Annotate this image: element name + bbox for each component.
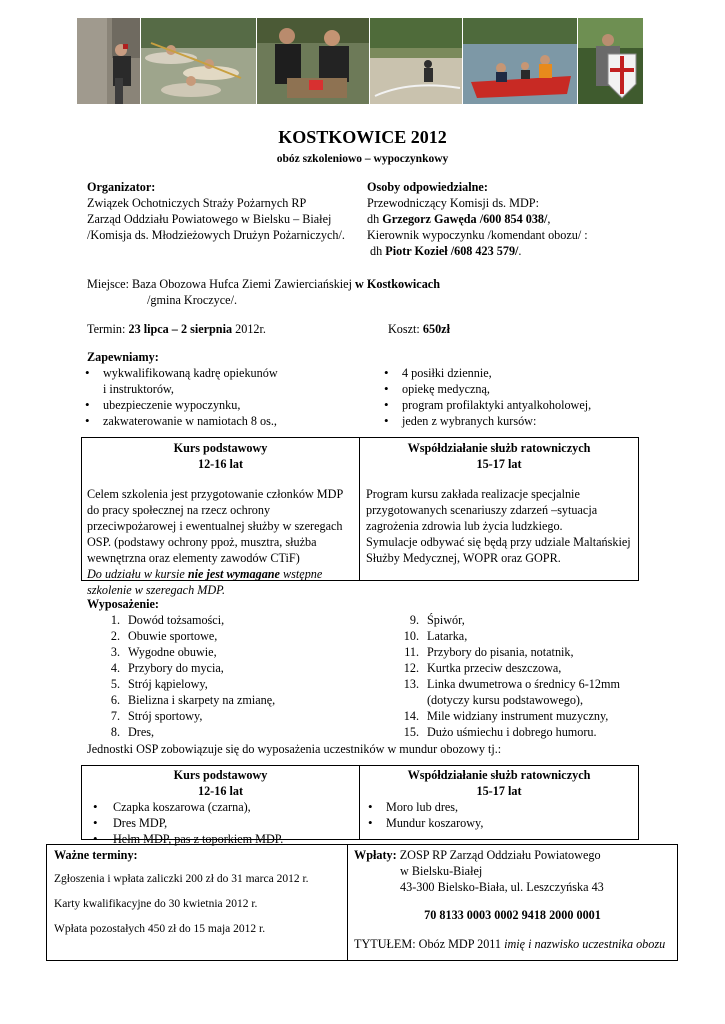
- organizer-heading: Organizator:: [87, 180, 156, 194]
- list-item: • ubezpieczenie wypoczynku,: [81, 397, 361, 413]
- course-age: 12-16 lat: [197, 457, 244, 471]
- location-line: [87, 276, 440, 292]
- kayaking-photo: [141, 18, 256, 104]
- item-number: 8.: [110, 725, 120, 739]
- list-item: [87, 708, 347, 724]
- item-number: 4.: [110, 661, 120, 675]
- cost-label: Koszt:: [388, 322, 423, 336]
- cost-line: [388, 321, 450, 337]
- item-number: 12.: [403, 661, 419, 675]
- note-emphasis: nie jest wymagane: [187, 567, 280, 581]
- responsible-line: [367, 211, 677, 227]
- list-item: • 4 posiłki dziennie,: [380, 365, 700, 381]
- payments-label: Wpłaty:: [354, 848, 397, 862]
- list-item: [386, 708, 686, 724]
- contact-name: Grzegorz Gawęda /600 854 038/: [382, 212, 548, 226]
- responsible-line: Kierownik wypoczynku /komendant obozu/ :: [367, 228, 588, 242]
- list-item: • zakwaterowanie w namiotach 8 os.,: [81, 413, 361, 429]
- list-item: • opiekę medyczną,: [380, 381, 700, 397]
- course-description: Program kursu zakłada realizacje specjalnie przygotowanych scenariuszy zdarzeń –sytuacja zagrożenia zdrowia lub życia ludzkiego. Symulacje odbywać się będą przy udziale Maltańskiej Służby Medycznej, WOPR oraz GOPR.: [366, 487, 631, 565]
- course-age: 15-17 lat: [476, 457, 522, 471]
- course-basic-cell: [82, 438, 360, 597]
- deadlines-cell: [47, 845, 348, 960]
- info-table: [46, 844, 678, 961]
- provide-list-left: [81, 365, 361, 429]
- term-label: Termin:: [87, 322, 129, 336]
- climbing-photo: [77, 18, 140, 104]
- item-text: Latarka,: [427, 629, 468, 643]
- payee-name: ZOSP RP Zarząd Oddziału Powiatowego: [396, 848, 601, 862]
- course-rescue-cell: [360, 438, 638, 580]
- responsible-line: Przewodniczący Komisji ds. MDP:: [367, 196, 539, 210]
- course-title: Współdziałanie służb ratowniczych: [407, 441, 591, 455]
- rescue-boat-photo: [463, 18, 577, 104]
- item-text: Dużo uśmiechu i dobrego humoru.: [427, 725, 597, 739]
- location-text: Miejsce: Baza Obozowa Hufca Ziemi Zawierciańskiej: [87, 277, 356, 291]
- item-text: Strój sportowy,: [128, 709, 203, 723]
- suffix-text: ,: [547, 212, 551, 226]
- equipment-heading: Wyposażenie:: [87, 597, 159, 611]
- list-item: [87, 724, 347, 740]
- list-item: [87, 612, 347, 628]
- course-description: Celem szkolenia jest przygotowanie członków MDP do pracy społecznej na rzecz ochrony przeciwpożarowej i ewentualnej służby w szeregach OSP. (podstawy ochrony ppoż, musztra, służba wewnętrzna oraz elementy zawodów CTiF): [87, 487, 343, 565]
- course-title: Współdziałanie służb ratowniczych: [407, 768, 591, 782]
- item-text: Obuwie sportowe,: [128, 629, 218, 643]
- item-text: Linka dwumetrowa o średnicy 6-12mm: [427, 677, 620, 691]
- item-number: 9.: [409, 613, 419, 627]
- item-number: 13.: [403, 677, 419, 691]
- item-number: 7.: [110, 709, 120, 723]
- item-text: Kurtka przeciw deszczowa,: [427, 661, 562, 675]
- transfer-title-hint: imię i nazwisko uczestnika obozu: [504, 937, 666, 951]
- list-item: [386, 660, 686, 676]
- list-item: • Dres MDP,: [89, 815, 354, 831]
- item-text: (dotyczy kursu podstawowego),: [427, 693, 584, 707]
- responsible-line: [367, 243, 677, 259]
- list-item: [87, 692, 347, 708]
- item-text: Przybory do pisania, notatnik,: [427, 645, 574, 659]
- item-text: Mile widziany instrument muzyczny,: [427, 709, 609, 723]
- page-subtitle: obóz szkoleniowo – wypoczynkowy: [276, 153, 449, 165]
- uniform-list: [89, 799, 354, 847]
- list-item: • Czapka koszarowa (czarna),: [89, 799, 354, 815]
- uniform-rescue-cell: [360, 766, 638, 839]
- uniform-table: [81, 765, 639, 846]
- first-aid-photo: [257, 18, 369, 104]
- term-dates: 23 lipca – 2 sierpnia: [128, 322, 233, 336]
- note-text: wstępne szkolenie w szeregach MDP.: [87, 567, 323, 597]
- course-title: Kurs podstawowy: [173, 441, 268, 455]
- provide-heading: Zapewniamy:: [87, 350, 159, 364]
- term-line: [87, 321, 266, 337]
- deadline-item: Karty kwalifikacyjne do 30 kwietnia 2012 r.: [54, 898, 258, 910]
- transfer-title: [354, 936, 671, 952]
- bank-account: 70 8133 0003 0002 9418 2000 0001: [424, 908, 601, 922]
- payments-line: 43-300 Bielsko-Biała, ul. Leszczyńska 43: [400, 880, 604, 894]
- deadline-item: Wpłata pozostałych 450 zł do 15 maja 2012 r.: [54, 923, 266, 935]
- list-item: [386, 644, 686, 660]
- knight-shield-photo: [578, 18, 643, 104]
- organizer-line: Zarząd Oddziału Powiatowego w Bielsku – Białej: [87, 212, 332, 226]
- payments-line: w Bielsku-Białej: [400, 864, 483, 878]
- list-item: [386, 612, 686, 628]
- list-item: • program profilaktyki antyalkoholowej,: [380, 397, 700, 413]
- location-place: w Kostkowicach: [355, 277, 440, 291]
- item-number: 5.: [110, 677, 120, 691]
- term-year: 2012r.: [232, 322, 266, 336]
- uniform-basic-cell: [82, 766, 360, 846]
- equipment-list-left: [87, 612, 347, 740]
- payments-line: [354, 847, 671, 863]
- list-item: [87, 660, 347, 676]
- item-number: 14.: [403, 709, 419, 723]
- location-line: /gmina Kroczyce/.: [147, 293, 238, 307]
- course-note: [87, 566, 354, 598]
- list-item: [386, 692, 686, 708]
- page-title: KOSTKOWICE 2012: [278, 127, 447, 147]
- responsible-heading: Osoby odpowiedzialne:: [367, 180, 488, 194]
- list-item: • Hełm MDP, pas z toporkiem MDP.: [89, 831, 354, 847]
- list-item: [87, 676, 347, 692]
- list-item: [87, 628, 347, 644]
- deadlines-heading: Ważne terminy:: [54, 848, 138, 862]
- suffix-text: .: [518, 244, 522, 258]
- cost-value: 650zł: [422, 322, 450, 336]
- item-number: 1.: [110, 613, 120, 627]
- course-age: 12-16 lat: [197, 784, 244, 798]
- item-text: Wygodne obuwie,: [128, 645, 217, 659]
- item-number: 6.: [110, 693, 120, 707]
- list-item: • Mundur koszarowy,: [364, 815, 634, 831]
- transfer-title-label: TYTUŁEM: Obóz MDP 2011: [354, 937, 505, 951]
- organizer-line: Związek Ochotniczych Straży Pożarnych RP: [87, 196, 307, 210]
- list-item: • Moro lub dres,: [364, 799, 634, 815]
- list-item: [87, 644, 347, 660]
- item-text: Bielizna i skarpety na zmianę,: [128, 693, 276, 707]
- item-text: Strój kąpielowy,: [128, 677, 208, 691]
- course-age: 15-17 lat: [476, 784, 522, 798]
- list-item: [386, 628, 686, 644]
- item-text: Przybory do mycia,: [128, 661, 224, 675]
- courses-table: [81, 437, 639, 597]
- item-number: 2.: [110, 629, 120, 643]
- prefix-text: dh: [367, 244, 386, 258]
- uniform-intro: Jednostki OSP zobowiązuje się do wyposażenia uczestników w mundur obozowy tj.:: [87, 742, 502, 756]
- note-text: Do udziału w kursie: [87, 567, 188, 581]
- list-item: [386, 676, 686, 692]
- course-title: Kurs podstawowy: [173, 768, 268, 782]
- responsible-section: [367, 179, 677, 259]
- equipment-list-right: [386, 612, 686, 740]
- contact-name: Piotr Kozieł /608 423 579/: [385, 244, 519, 258]
- item-number: 11.: [404, 645, 419, 659]
- firefighting-photo: [370, 18, 462, 104]
- item-text: Dres,: [128, 725, 155, 739]
- item-number: 10.: [403, 629, 419, 643]
- list-item: • wykwalifikowaną kadrę opiekunów i instruktorów,: [81, 365, 361, 397]
- organizer-section: [87, 179, 367, 243]
- provide-list-right: [380, 365, 700, 429]
- payments-cell: [348, 845, 677, 960]
- uniform-list: [364, 799, 634, 831]
- item-number: 3.: [110, 645, 120, 659]
- organizer-line: /Komisja ds. Młodzieżowych Drużyn Pożarniczych/.: [87, 228, 345, 242]
- deadline-item: Zgłoszenia i wpłata zaliczki 200 zł do 31 marca 2012 r.: [54, 873, 309, 885]
- list-item: [386, 724, 686, 740]
- item-number: 15.: [403, 725, 419, 739]
- item-text: Dowód tożsamości,: [128, 613, 225, 627]
- prefix-text: dh: [367, 212, 383, 226]
- item-text: Śpiwór,: [427, 613, 465, 627]
- list-item: • jeden z wybranych kursów:: [380, 413, 700, 429]
